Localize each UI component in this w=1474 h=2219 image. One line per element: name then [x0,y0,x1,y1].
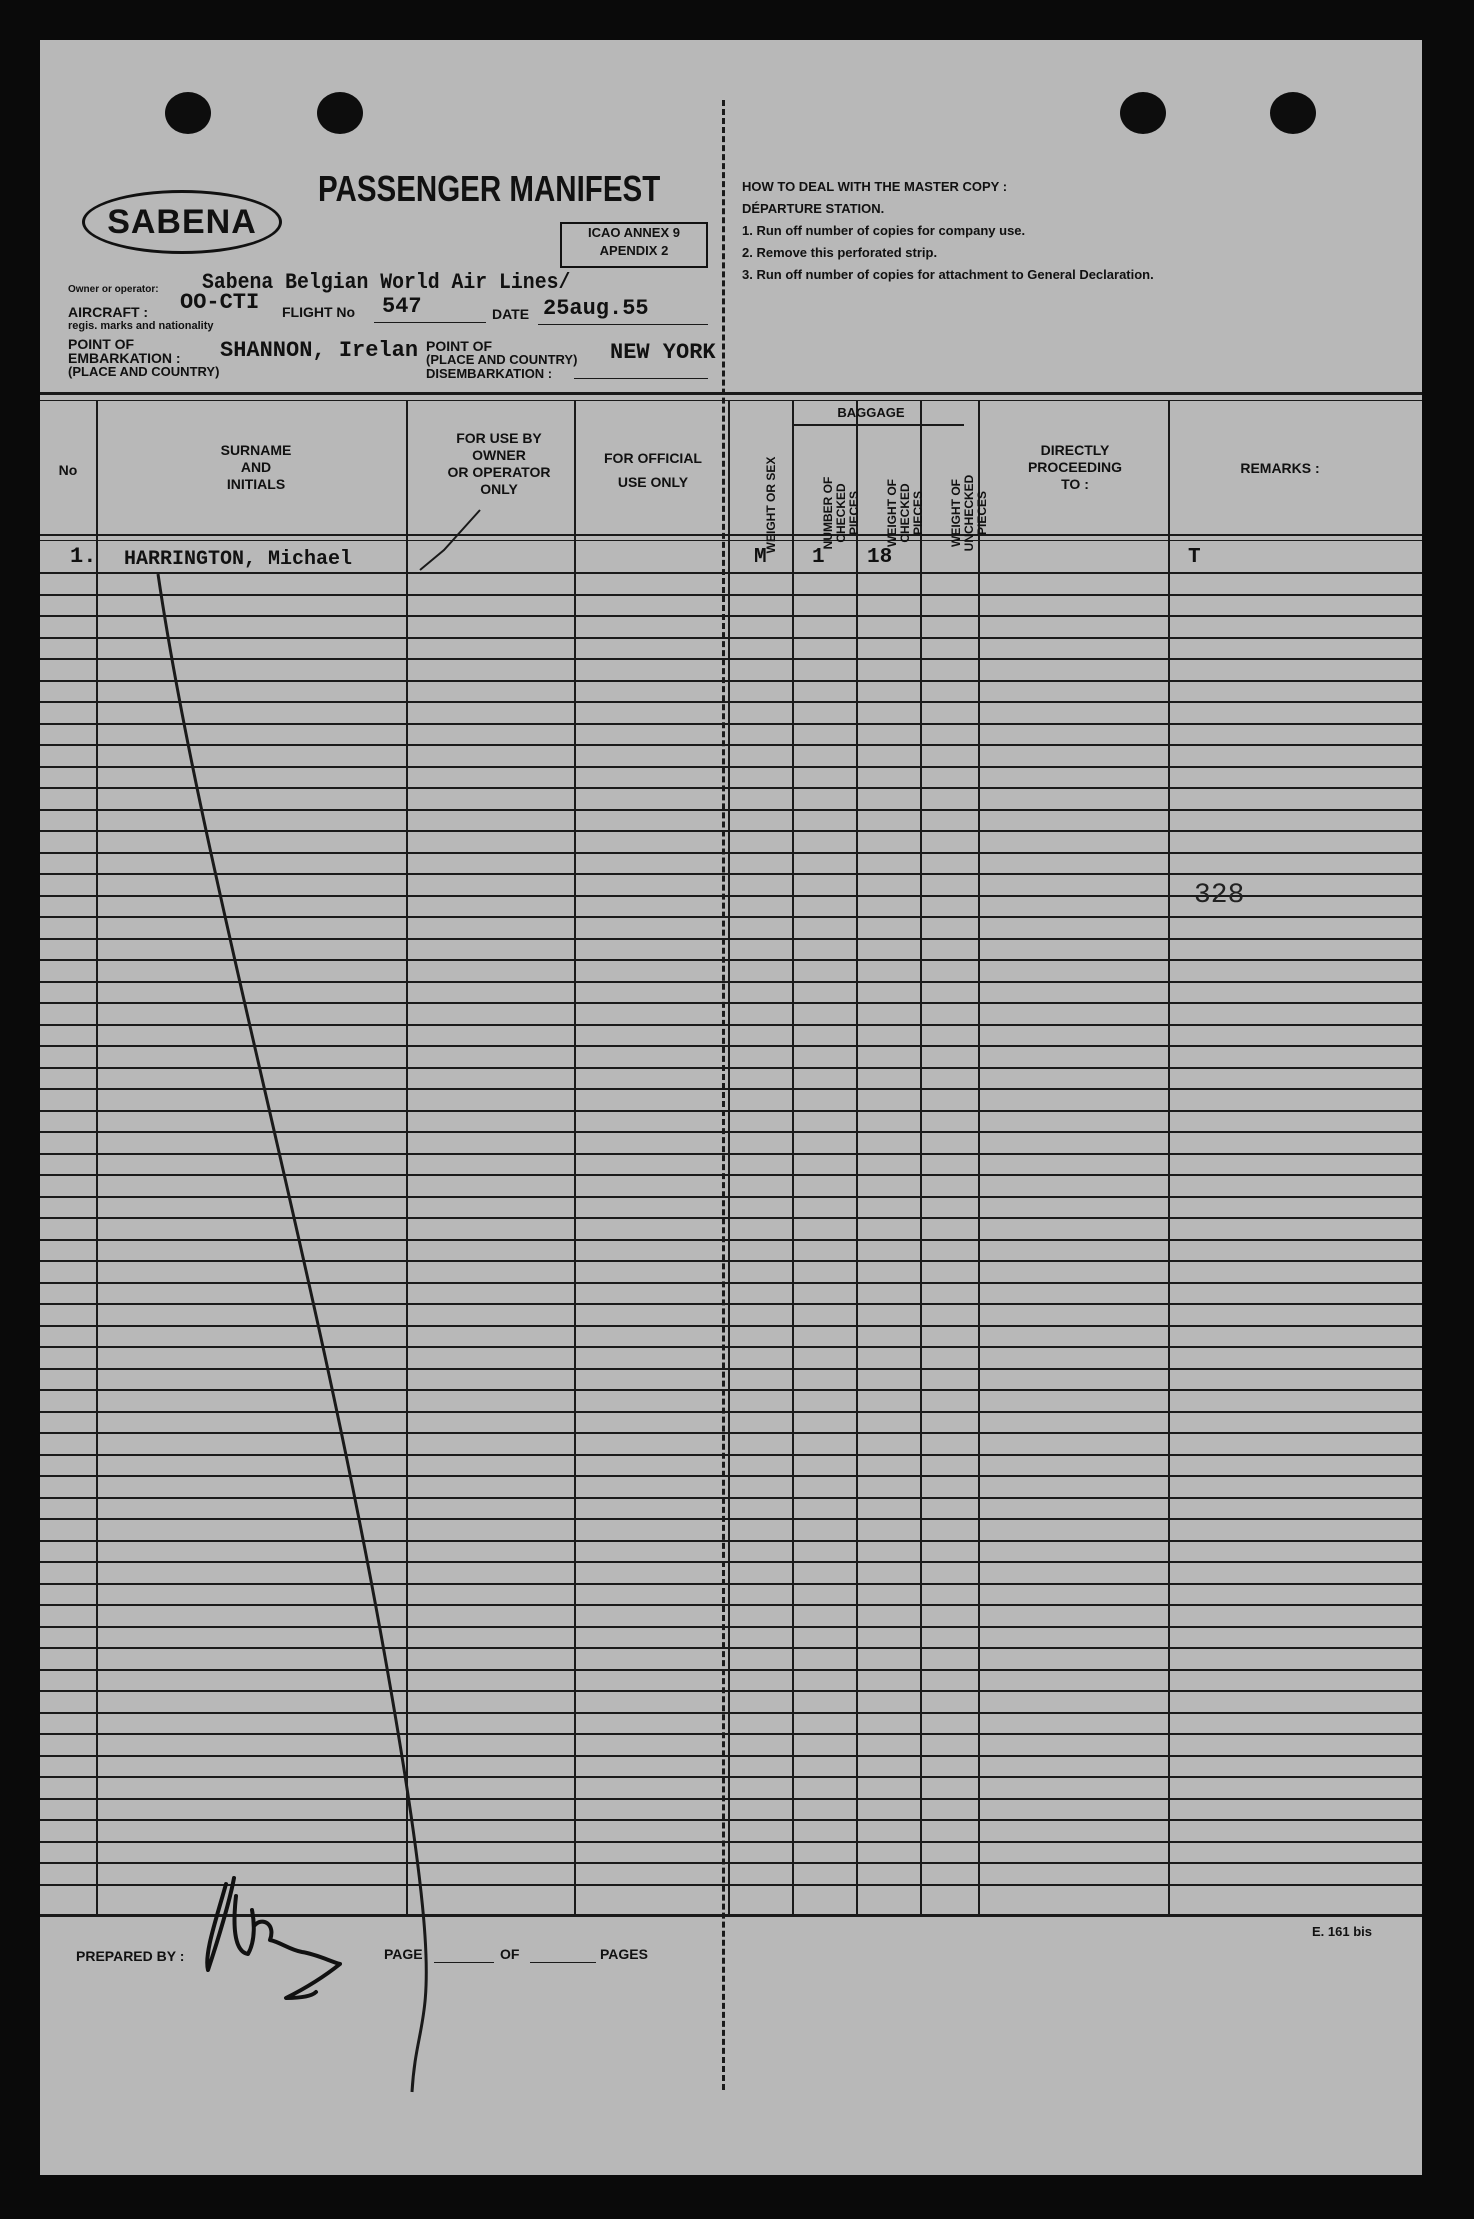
col-header-surname-line: AND [240,459,272,475]
owner-value: Sabena Belgian World Air Lines/ [202,270,571,295]
manifest-title: PASSENGER MANIFEST [318,168,661,209]
col-header-no: No [58,462,78,478]
pages-label: PAGES [600,1946,648,1962]
col-header-proceeding-line: TO : [1061,476,1089,492]
manifest-sheet [40,40,1422,2175]
col-header-line: NUMBER OF [821,476,835,550]
annotation-number: 328 [1194,880,1245,911]
instruction-item: 1. Run off number of copies for company use. [742,223,1026,238]
prepared-by-label: PREPARED BY : [76,1948,185,1964]
col-header-line: WEIGHT OF [885,479,899,547]
col-header-baggage: BAGGAGE [837,405,905,420]
col-header-weight-sex: WEIGHT OR SEX [764,456,778,554]
instruction-item: 3. Run off number of copies for attachment to General Declaration. [742,267,1154,282]
col-header-line: PIECES [847,491,861,536]
row-sex: M [754,546,767,569]
signature [207,1878,340,1998]
col-header-official-use-line: FOR OFFICIAL [604,450,702,466]
aircraft-sub: regis. marks and nationality [68,320,214,332]
of-label: OF [500,1946,520,1962]
col-header-owner-use-line: ONLY [480,481,518,497]
aircraft-label: AIRCRAFT : [68,304,149,320]
col-header-line: CHECKED [898,483,912,543]
embark-label1: POINT OF [68,336,135,352]
date-value: 25aug.55 [543,296,649,321]
col-header-surname-line: INITIALS [226,476,286,492]
pen-marks [40,40,1422,2175]
page-label: PAGE [384,1946,423,1962]
flight-value: 547 [382,294,422,319]
col-header-surname-line: SURNAME [220,442,292,458]
col-header-remarks: REMARKS : [1240,460,1320,476]
disembark-label2: (PLACE AND COUNTRY) [426,352,578,367]
row-weight: 18 [867,546,893,569]
aircraft-value: OO-CTI [180,290,260,315]
col-header-line: CHECKED [834,483,848,543]
flight-label: FLIGHT No [282,304,356,320]
logo-text: SABENA [107,202,257,241]
col-header-official-use-line: USE ONLY [617,474,689,490]
instructions-subtitle: DÉPARTURE STATION. [742,201,885,216]
col-header-owner-use-line: OR OPERATOR [447,464,551,480]
embark-label3: (PLACE AND COUNTRY) [68,364,220,379]
instruction-item: 2. Remove this perforated strip. [742,245,938,260]
col-header-owner-use-line: OWNER [472,447,526,463]
col-header-owner-use-line: FOR USE BY [456,430,542,446]
row-pieces: 1 [812,546,825,569]
pen-stroke-line [158,574,426,2092]
col-header-line: PIECES [911,491,925,536]
form-code: E. 161 bis [1312,1924,1372,1939]
embark-label2: EMBARKATION : [68,350,181,366]
owner-check-mark [420,510,480,570]
col-header-line: WEIGHT OF [949,479,963,547]
disembark-label3: DISEMBARKATION : [426,366,553,381]
disembark-label1: POINT OF [426,338,493,354]
col-header-line: UNCHECKED [962,474,976,552]
instructions-title: HOW TO DEAL WITH THE MASTER COPY : [742,179,1008,194]
col-header-proceeding-line: DIRECTLY [1040,442,1110,458]
row-name: HARRINGTON, Michael [124,548,353,571]
col-header-proceeding-line: PROCEEDING [1027,459,1123,475]
owner-label: Owner or operator: [68,284,159,295]
date-label: DATE [492,306,530,322]
row-no: 1. [70,544,97,569]
col-header-line: PIECES [975,491,989,536]
annex-line2: APENDIX 2 [599,243,669,258]
disembark-value: NEW YORK [610,340,716,365]
embark-value: SHANNON, Irelan [220,338,419,363]
annex-line1: ICAO ANNEX 9 [588,225,680,240]
row-remarks: T [1188,546,1201,569]
